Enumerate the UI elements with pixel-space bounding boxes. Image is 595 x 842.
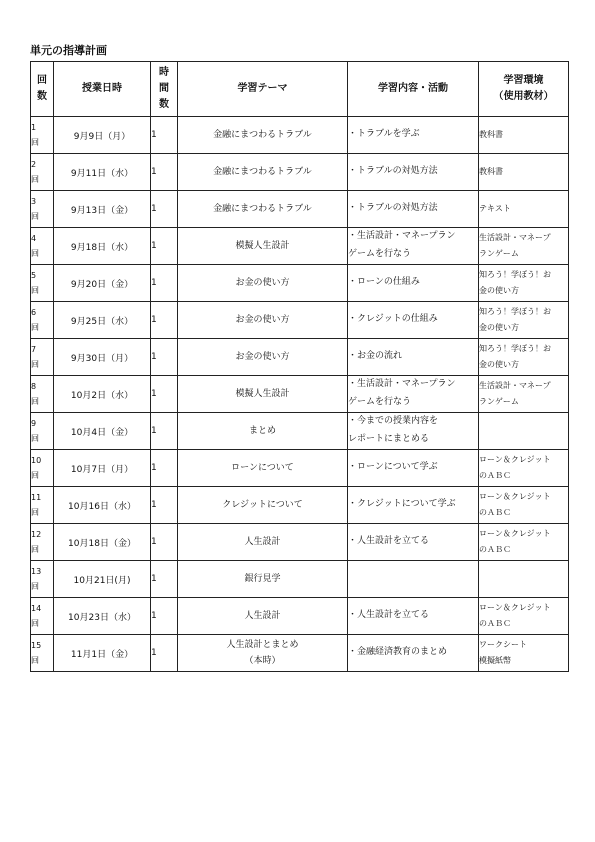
lesson-theme-cell: [178, 561, 348, 598]
lesson-date: 10月21日(月): [73, 575, 131, 586]
lesson-date-cell: [54, 635, 151, 672]
lesson-content-line: ・トラブルの対処方法: [348, 203, 438, 214]
lesson-content-cell: [348, 117, 479, 154]
table-row: [31, 117, 569, 154]
lesson-environment-cell: [479, 487, 569, 524]
lesson-hours: 1: [151, 130, 157, 140]
lesson-date-cell: [54, 191, 151, 228]
lesson-hours-cell: [151, 191, 178, 228]
lesson-environment-line: ローン＆クレジット: [479, 602, 551, 612]
table-row: [31, 228, 569, 265]
lesson-number: 10: [31, 455, 42, 465]
lesson-date: 9月9日（月）: [73, 131, 131, 142]
lesson-hours: 1: [151, 648, 157, 658]
lesson-number: 12: [31, 529, 42, 539]
lesson-number-cell: [31, 561, 54, 598]
lesson-environment-line: のＡＢＣ: [479, 545, 511, 554]
lesson-hours-cell: [151, 524, 178, 561]
lesson-date: 9月11日（水）: [70, 168, 134, 179]
lesson-theme-line: 人生設計とまとめ: [226, 639, 299, 650]
table-row: [31, 413, 569, 450]
lesson-theme-cell: [178, 450, 348, 487]
lesson-hours-cell: [151, 635, 178, 672]
lesson-hours: 1: [151, 389, 157, 399]
lesson-number: 8: [31, 381, 37, 391]
lesson-theme-cell: [178, 117, 348, 154]
lesson-hours: 1: [151, 352, 157, 362]
lesson-theme-cell: [178, 598, 348, 635]
lesson-content-line: ・ローンについて学ぶ: [348, 462, 438, 473]
lesson-date: 10月23日（水）: [68, 612, 136, 623]
lesson-environment-cell: [479, 339, 569, 376]
lesson-hours: 1: [151, 537, 157, 547]
lesson-theme-line: お金の使い方: [235, 351, 290, 362]
lesson-date: 10月7日（月）: [70, 464, 134, 475]
lesson-hours: 1: [151, 167, 157, 177]
lesson-content-line: ・トラブルの対処方法: [348, 166, 438, 177]
lesson-hours-cell: [151, 450, 178, 487]
lesson-theme-line: （本時）: [244, 656, 281, 666]
lesson-hours-cell: [151, 339, 178, 376]
lesson-number-unit: 回: [31, 360, 39, 369]
lesson-content-line: ・トラブルを学ぶ: [348, 129, 420, 140]
lesson-number: 14: [31, 603, 42, 613]
lesson-environment-cell: [479, 598, 569, 635]
lesson-content-line: ・クレジットについて学ぶ: [348, 499, 456, 510]
lesson-number: 2: [31, 159, 37, 169]
table-row: [31, 561, 569, 598]
table-row: [31, 154, 569, 191]
lesson-environment-line: 知ろう！学ぼう！お: [479, 269, 551, 279]
lesson-environment-line: ローン＆クレジット: [479, 528, 551, 538]
lesson-number-cell: [31, 191, 54, 228]
table-row: [31, 376, 569, 413]
lesson-environment-line: ランゲーム: [479, 249, 519, 258]
lesson-hours-cell: [151, 598, 178, 635]
header-hours: 時 間 数: [151, 62, 178, 117]
lesson-theme-line: お金の使い方: [235, 314, 290, 325]
lesson-number-cell: [31, 117, 54, 154]
lesson-number-cell: [31, 339, 54, 376]
lesson-theme-line: まとめ: [248, 425, 276, 436]
lesson-environment-line: 金の使い方: [479, 360, 519, 369]
table-header-row: [31, 62, 569, 117]
lesson-number-cell: [31, 154, 54, 191]
lesson-environment-line: 生活設計・マネープ: [479, 380, 551, 390]
lesson-environment-line: ワークシート: [479, 639, 527, 649]
lesson-date: 9月30日（月）: [70, 353, 134, 364]
lesson-environment-line: 金の使い方: [479, 286, 519, 295]
lesson-hours-cell: [151, 265, 178, 302]
lesson-environment-cell: [479, 154, 569, 191]
lesson-hours-cell: [151, 228, 178, 265]
lesson-environment-cell: [479, 302, 569, 339]
lesson-number: 6: [31, 307, 37, 317]
lesson-theme-line: 模擬人生設計: [235, 388, 290, 399]
lesson-number-cell: [31, 487, 54, 524]
lesson-number-unit: 回: [31, 286, 39, 295]
lesson-theme-cell: [178, 228, 348, 265]
lesson-date: 10月16日（水）: [68, 501, 136, 512]
lesson-number-unit: 回: [31, 175, 39, 184]
lesson-theme-cell: [178, 376, 348, 413]
lesson-environment-cell: [479, 635, 569, 672]
lesson-content-cell: [348, 302, 479, 339]
lesson-theme-cell: [178, 487, 348, 524]
lesson-content-line: ゲームを行なう: [348, 249, 412, 259]
lesson-date-cell: [54, 302, 151, 339]
lesson-date-cell: [54, 598, 151, 635]
lesson-environment-cell: [479, 413, 569, 450]
lesson-environment-line: 教科書: [479, 129, 503, 139]
lesson-number: 4: [31, 233, 37, 243]
lesson-environment-line: 金の使い方: [479, 323, 519, 332]
lesson-date-cell: [54, 154, 151, 191]
lesson-theme-line: 金融にまつわるトラブル: [213, 166, 312, 177]
lesson-hours-cell: [151, 117, 178, 154]
lesson-date: 9月13日（金）: [70, 205, 134, 216]
lesson-environment-line: のＡＢＣ: [479, 471, 511, 480]
lesson-content-line: ・お金の流れ: [348, 351, 403, 362]
lesson-environment-cell: [479, 228, 569, 265]
lesson-number-unit: 回: [31, 545, 39, 554]
lesson-theme-line: 人生設計: [244, 536, 281, 547]
table-row: [31, 524, 569, 561]
lesson-date-cell: [54, 339, 151, 376]
lesson-theme-line: お金の使い方: [235, 277, 290, 288]
lesson-hours-cell: [151, 561, 178, 598]
lesson-plan-table: [30, 61, 569, 672]
lesson-date: 9月25日（水）: [70, 316, 134, 327]
table-row: [31, 265, 569, 302]
lesson-number: 1: [31, 122, 37, 132]
lesson-hours: 1: [151, 426, 157, 436]
lesson-theme-line: クレジットについて: [222, 499, 303, 510]
lesson-date: 10月18日（金）: [68, 538, 136, 549]
lesson-environment-cell: [479, 376, 569, 413]
lesson-content-cell: [348, 450, 479, 487]
lesson-date-cell: [54, 376, 151, 413]
lesson-environment-cell: [479, 191, 569, 228]
table-row: [31, 450, 569, 487]
lesson-hours: 1: [151, 278, 157, 288]
lesson-hours: 1: [151, 574, 157, 584]
lesson-number: 7: [31, 344, 37, 354]
lesson-environment-line: のＡＢＣ: [479, 619, 511, 628]
lesson-hours: 1: [151, 241, 157, 251]
lesson-hours-cell: [151, 302, 178, 339]
lesson-theme-line: 金融にまつわるトラブル: [213, 203, 312, 214]
lesson-content-cell: [348, 376, 479, 413]
lesson-number-unit: 回: [31, 249, 39, 258]
lesson-environment-line: 知ろう！学ぼう！お: [479, 343, 551, 353]
lesson-environment-line: ローン＆クレジット: [479, 491, 551, 501]
lesson-hours-cell: [151, 376, 178, 413]
lesson-number-unit: 回: [31, 656, 39, 665]
lesson-theme-cell: [178, 413, 348, 450]
lesson-date: 11月1日（金）: [70, 649, 134, 660]
lesson-number-cell: [31, 376, 54, 413]
lesson-hours: 1: [151, 204, 157, 214]
header-count: 回 数: [31, 62, 54, 117]
lesson-environment-line: ローン＆クレジット: [479, 454, 551, 464]
lesson-number-unit: 回: [31, 212, 39, 221]
lesson-date-cell: [54, 413, 151, 450]
lesson-content-cell: [348, 339, 479, 376]
lesson-number-unit: 回: [31, 397, 39, 406]
lesson-date-cell: [54, 450, 151, 487]
lesson-content-line: ・金融経済教育のまとめ: [348, 647, 448, 658]
lesson-number-unit: 回: [31, 434, 39, 443]
lesson-hours-cell: [151, 413, 178, 450]
lesson-theme-cell: [178, 339, 348, 376]
lesson-content-line: ・生活設計・マネープラン: [348, 379, 456, 390]
lesson-hours: 1: [151, 463, 157, 473]
table-body: [31, 117, 569, 672]
lesson-date: 9月18日（水）: [70, 242, 134, 253]
header-content: 学習内容・活動: [348, 62, 479, 117]
page-title: 単元の指導計画: [30, 44, 107, 57]
lesson-number: 5: [31, 270, 37, 280]
header-environment: 学習環境 （使用教材）: [479, 62, 569, 117]
lesson-content-cell: [348, 228, 479, 265]
lesson-theme-line: 銀行見学: [244, 573, 281, 584]
table-row: [31, 598, 569, 635]
lesson-content-cell: [348, 265, 479, 302]
lesson-environment-line: 生活設計・マネープ: [479, 232, 551, 242]
lesson-theme-cell: [178, 265, 348, 302]
lesson-hours: 1: [151, 500, 157, 510]
table-row: [31, 339, 569, 376]
lesson-theme-line: ローンについて: [231, 462, 294, 473]
lesson-number-cell: [31, 228, 54, 265]
lesson-date-cell: [54, 117, 151, 154]
lesson-theme-line: 模擬人生設計: [235, 240, 290, 251]
lesson-date-cell: [54, 228, 151, 265]
lesson-content-line: レポートにまとめる: [348, 434, 430, 444]
lesson-hours: 1: [151, 611, 157, 621]
lesson-theme-cell: [178, 191, 348, 228]
lesson-content-line: ・人生設計を立てる: [348, 610, 430, 621]
lesson-date-cell: [54, 524, 151, 561]
lesson-content-cell: [348, 154, 479, 191]
lesson-theme-cell: [178, 635, 348, 672]
lesson-environment-line: 知ろう！学ぼう！お: [479, 306, 551, 316]
lesson-number: 11: [31, 492, 42, 502]
table-row: [31, 635, 569, 672]
lesson-environment-line: 教科書: [479, 166, 503, 176]
lesson-content-line: ・ローンの仕組み: [348, 277, 420, 288]
lesson-date: 9月20日（金）: [70, 279, 134, 290]
lesson-number-cell: [31, 302, 54, 339]
lesson-environment-cell: [479, 117, 569, 154]
lesson-content-cell: [348, 487, 479, 524]
lesson-content-line: ・クレジットの仕組み: [348, 314, 438, 325]
lesson-theme-line: 人生設計: [244, 610, 281, 621]
lesson-number-unit: 回: [31, 138, 39, 147]
table-row: [31, 302, 569, 339]
lesson-number-cell: [31, 524, 54, 561]
lesson-theme-cell: [178, 524, 348, 561]
lesson-content-cell: [348, 413, 479, 450]
lesson-environment-line: 模擬紙幣: [479, 656, 511, 665]
lesson-date-cell: [54, 265, 151, 302]
lesson-environment-cell: [479, 265, 569, 302]
lesson-content-line: ・生活設計・マネープラン: [348, 231, 456, 242]
lesson-content-line: ・人生設計を立てる: [348, 536, 430, 547]
lesson-hours-cell: [151, 154, 178, 191]
lesson-number-unit: 回: [31, 619, 39, 628]
lesson-environment-line: テキスト: [479, 203, 511, 213]
lesson-content-cell: [348, 191, 479, 228]
lesson-content-cell: [348, 561, 479, 598]
lesson-number-cell: [31, 265, 54, 302]
lesson-number: 9: [31, 418, 37, 428]
lesson-environment-cell: [479, 524, 569, 561]
lesson-date-cell: [54, 487, 151, 524]
header-theme: 学習テーマ: [178, 62, 348, 117]
lesson-theme-cell: [178, 302, 348, 339]
lesson-environment-line: のＡＢＣ: [479, 508, 511, 517]
lesson-theme-line: 金融にまつわるトラブル: [213, 129, 312, 140]
lesson-date: 10月2日（水）: [70, 390, 134, 401]
lesson-number: 3: [31, 196, 37, 206]
lesson-content-line: ・今までの授業内容を: [348, 416, 439, 427]
lesson-number-unit: 回: [31, 582, 39, 591]
lesson-number: 13: [31, 566, 42, 576]
lesson-number-cell: [31, 598, 54, 635]
lesson-environment-cell: [479, 561, 569, 598]
table-row: [31, 191, 569, 228]
lesson-hours: 1: [151, 315, 157, 325]
lesson-number-unit: 回: [31, 508, 39, 517]
lesson-content-cell: [348, 635, 479, 672]
lesson-number-unit: 回: [31, 323, 39, 332]
lesson-date-cell: [54, 561, 151, 598]
lesson-content-cell: [348, 524, 479, 561]
lesson-hours-cell: [151, 487, 178, 524]
lesson-content-cell: [348, 598, 479, 635]
lesson-environment-line: ランゲーム: [479, 397, 519, 406]
header-date: 授業日時: [54, 62, 151, 117]
lesson-date: 10月4日（金）: [70, 427, 134, 438]
lesson-number-cell: [31, 450, 54, 487]
lesson-number-cell: [31, 635, 54, 672]
lesson-number-unit: 回: [31, 471, 39, 480]
lesson-environment-cell: [479, 450, 569, 487]
lesson-number-cell: [31, 413, 54, 450]
lesson-content-line: ゲームを行なう: [348, 397, 412, 407]
table-row: [31, 487, 569, 524]
lesson-number: 15: [31, 640, 42, 650]
lesson-theme-cell: [178, 154, 348, 191]
